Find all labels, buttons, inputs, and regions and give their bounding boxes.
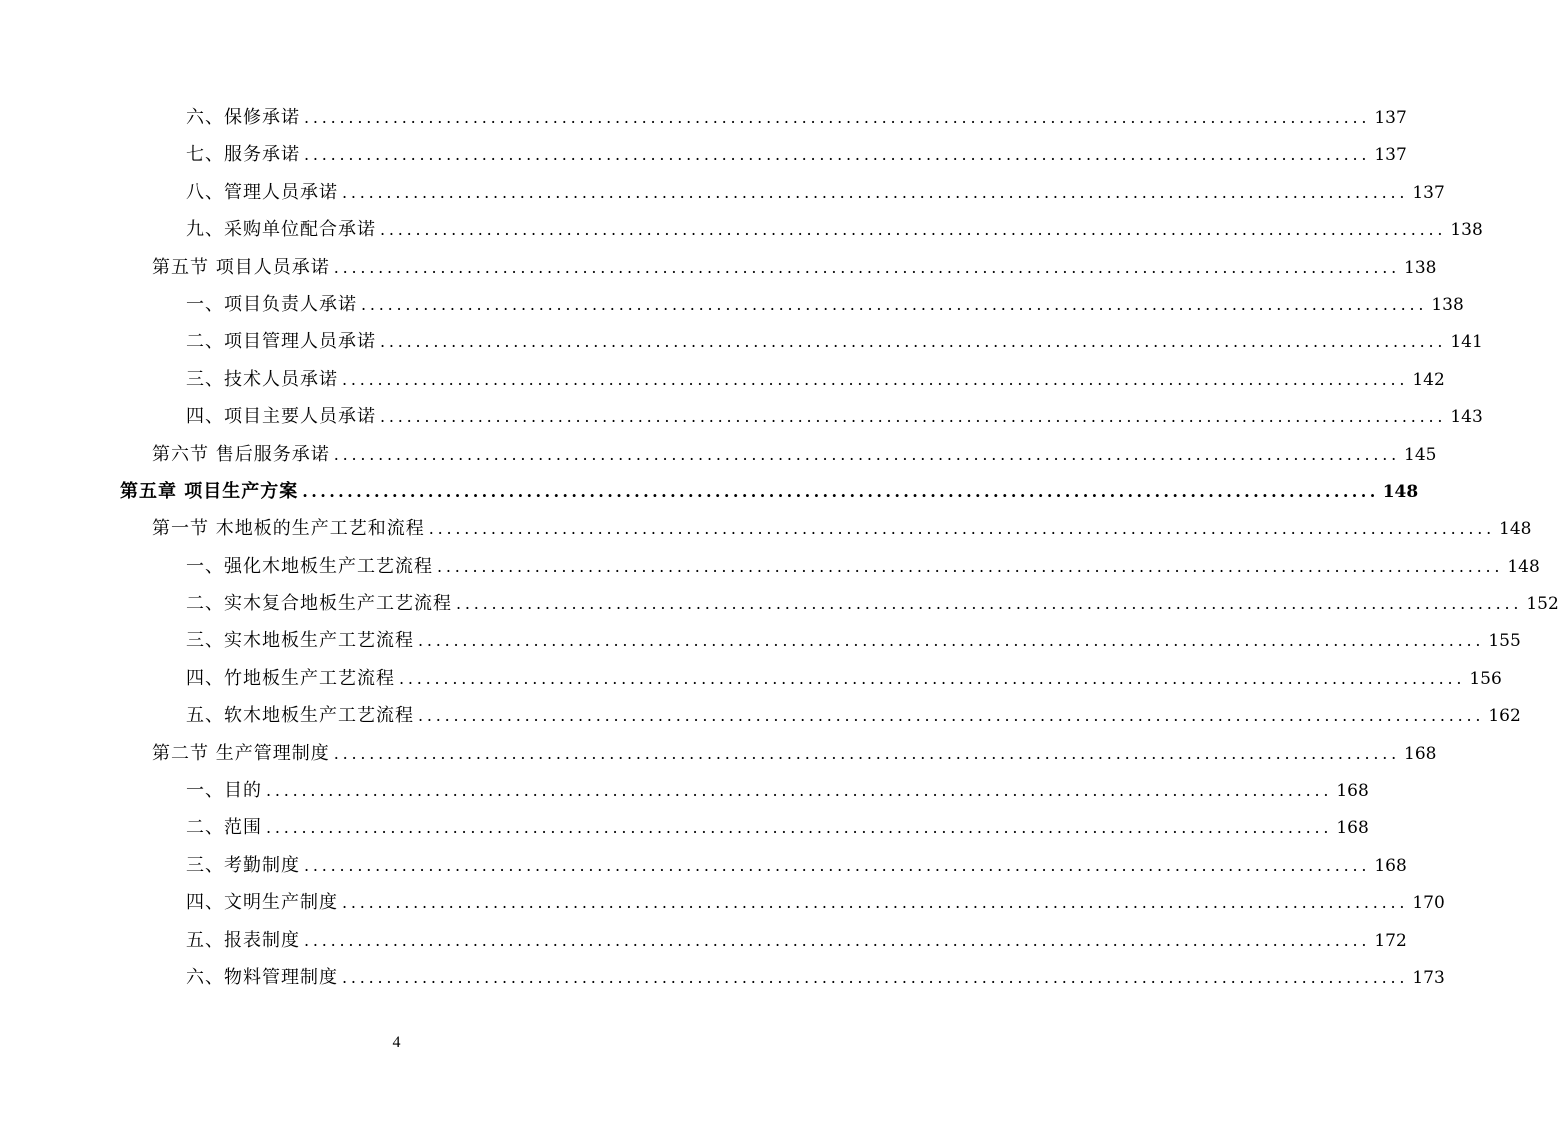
toc-entry-title: 四、文明生产制度: [186, 892, 338, 914]
toc-section-entry: [0, 510, 1532, 547]
toc-dot-leader: ........................................................................................................................: [380, 332, 1447, 352]
toc-entry-title: 四、项目主要人员承诺: [186, 406, 376, 428]
toc-entry-page: 141: [1450, 332, 1483, 353]
toc-subsection-entry: [0, 959, 1445, 996]
toc-subsection-entry: [0, 922, 1407, 959]
toc-dot-leader: ........................................................................................................................: [399, 668, 1466, 688]
toc-entry-page: 137: [1374, 108, 1407, 128]
toc-dot-leader: ........................................................................................................................: [304, 855, 1371, 875]
toc-entry-title: 一、强化木地板生产工艺流程: [186, 555, 433, 577]
toc-entry-title: 第五节 项目人员承诺: [152, 256, 330, 278]
toc-entry-page: 138: [1404, 257, 1437, 278]
toc-entry-page: 168: [1404, 743, 1437, 764]
toc-entry-page: 137: [1412, 182, 1445, 203]
toc-entry-page: 148: [1382, 481, 1419, 502]
toc-entry-page: 170: [1412, 893, 1445, 914]
toc-entry-page: 156: [1469, 668, 1502, 689]
toc-dot-leader: ........................................................................................................................: [302, 481, 1379, 501]
toc-entry-page: 143: [1450, 407, 1483, 428]
page-number: 4: [392, 1034, 401, 1051]
toc-entry-title: 二、范围: [186, 817, 262, 839]
toc-dot-leader: ........................................................................................................................: [418, 706, 1485, 726]
toc-entry-title: 六、物料管理制度: [186, 966, 338, 988]
toc-entry-title: 一、目的: [186, 780, 262, 802]
toc-entry-title: 六、保修承诺: [186, 107, 300, 128]
toc-subsection-entry: [0, 136, 1407, 173]
toc-entry-title: 七、服务承诺: [186, 144, 300, 166]
toc-subsection-entry: [0, 772, 1369, 809]
toc-dot-leader: ........................................................................................................................: [266, 781, 1333, 801]
toc-subsection-entry: [0, 361, 1445, 398]
toc-entry-page: 168: [1336, 818, 1369, 839]
toc-entry-title: 第六节 售后服务承诺: [152, 443, 330, 465]
toc-dot-leader: ........................................................................................................................: [342, 182, 1409, 202]
toc-dot-leader: ........................................................................................................................: [266, 818, 1333, 838]
toc-entry-page: 148: [1499, 519, 1532, 540]
toc-entry-title: 四、竹地板生产工艺流程: [186, 667, 395, 689]
toc-subsection-entry: [0, 211, 1483, 248]
toc-subsection-entry: [0, 398, 1483, 435]
toc-entry-title: 二、项目管理人员承诺: [186, 331, 376, 353]
table-of-contents: [0, 99, 1559, 996]
toc-entry-page: 162: [1488, 706, 1521, 727]
toc-entry-page: 173: [1412, 967, 1445, 988]
toc-entry-title: 三、技术人员承诺: [186, 368, 338, 390]
toc-entry-title: 九、采购单位配合承诺: [186, 219, 376, 241]
toc-entry-page: 138: [1450, 220, 1483, 241]
toc-dot-leader: ........................................................................................................................: [361, 294, 1428, 314]
toc-entry-page: 142: [1412, 369, 1445, 390]
toc-dot-leader: ........................................................................................................................: [304, 108, 1371, 127]
toc-dot-leader: ........................................................................................................................: [380, 407, 1447, 427]
toc-dot-leader: ........................................................................................................................: [304, 145, 1371, 165]
toc-subsection-entry: [0, 174, 1445, 211]
toc-dot-leader: ........................................................................................................................: [342, 967, 1409, 987]
toc-entry-title: 三、考勤制度: [186, 854, 300, 876]
toc-dot-leader: ........................................................................................................................: [342, 893, 1409, 913]
toc-entry-title: 第一节 木地板的生产工艺和流程: [152, 518, 425, 540]
toc-entry-title: 八、管理人员承诺: [186, 181, 338, 203]
toc-section-entry: [0, 436, 1437, 473]
toc-subsection-entry: [0, 697, 1521, 734]
toc-dot-leader: ........................................................................................................................: [456, 594, 1523, 614]
toc-entry-page: 148: [1507, 556, 1540, 577]
toc-dot-leader: ........................................................................................................................: [333, 257, 1401, 277]
toc-section-entry: [0, 735, 1437, 772]
toc-entry-page: 168: [1374, 855, 1407, 876]
toc-entry-page: 145: [1404, 444, 1437, 465]
toc-subsection-entry: [0, 884, 1445, 921]
toc-entry-title: 第二节 生产管理制度: [152, 742, 330, 764]
toc-subsection-entry: [0, 622, 1521, 659]
toc-entry-page: 152: [1526, 594, 1559, 615]
toc-subsection-entry: [0, 548, 1540, 585]
toc-chapter-entry: [0, 473, 1419, 510]
toc-dot-leader: ........................................................................................................................: [333, 743, 1401, 763]
toc-entry-title: 三、实木地板生产工艺流程: [186, 630, 414, 652]
toc-subsection-entry: [0, 323, 1483, 360]
toc-section-entry: [0, 249, 1437, 286]
toc-entry-title: 五、软木地板生产工艺流程: [186, 705, 414, 727]
toc-dot-leader: ........................................................................................................................: [333, 444, 1401, 464]
toc-entry-title: 一、项目负责人承诺: [186, 293, 357, 315]
toc-dot-leader: ........................................................................................................................: [437, 556, 1504, 576]
toc-entry-page: 168: [1336, 781, 1369, 802]
toc-entry-page: 138: [1431, 294, 1464, 315]
toc-entry-title: 五、报表制度: [186, 929, 300, 951]
toc-dot-leader: ........................................................................................................................: [380, 220, 1447, 240]
toc-subsection-entry: [0, 99, 1407, 136]
toc-subsection-entry: [0, 286, 1464, 323]
toc-subsection-entry: [0, 809, 1369, 846]
toc-entry-title: 第五章 项目生产方案: [120, 480, 299, 502]
toc-entry-page: 172: [1374, 930, 1407, 951]
toc-subsection-entry: [0, 660, 1502, 697]
toc-entry-page: 155: [1488, 631, 1521, 652]
toc-subsection-entry: [0, 585, 1559, 622]
toc-dot-leader: ........................................................................................................................: [428, 519, 1496, 539]
toc-entry-title: 二、实木复合地板生产工艺流程: [186, 593, 452, 615]
toc-dot-leader: ........................................................................................................................: [342, 369, 1409, 389]
toc-dot-leader: ........................................................................................................................: [418, 631, 1485, 651]
toc-entry-page: 137: [1374, 145, 1407, 166]
toc-dot-leader: ........................................................................................................................: [304, 930, 1371, 950]
toc-subsection-entry: [0, 847, 1407, 884]
